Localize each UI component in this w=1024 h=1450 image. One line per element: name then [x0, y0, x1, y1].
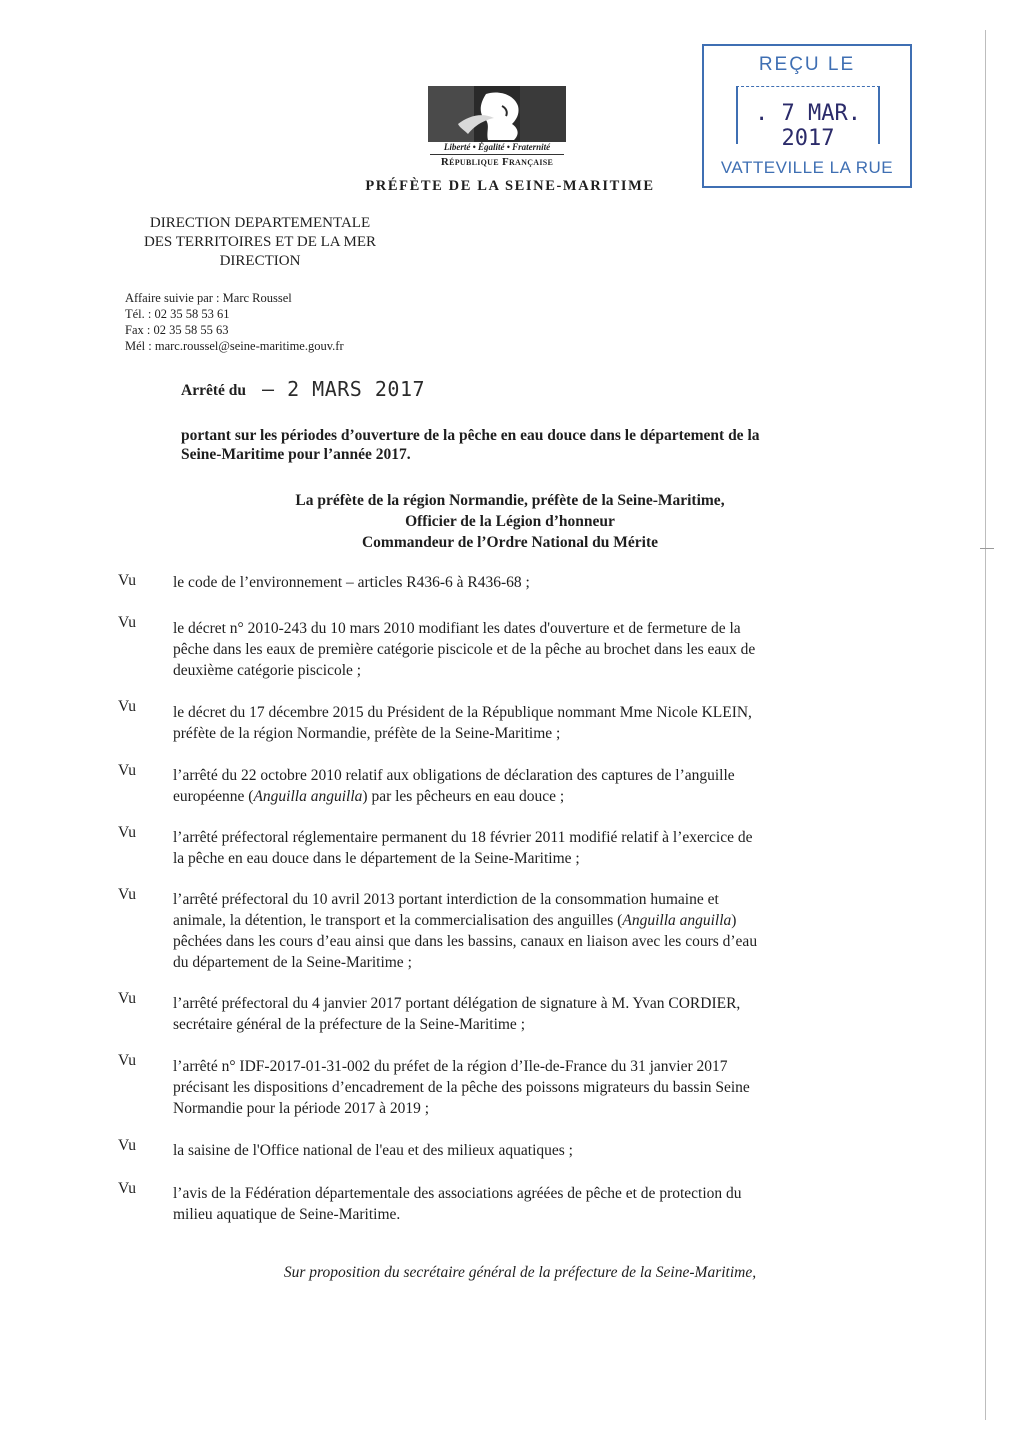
- vu-label: Vu: [118, 762, 137, 779]
- contact-tel: Tél. : 02 35 58 53 61: [125, 307, 230, 321]
- scan-edge-line: [985, 30, 986, 1420]
- motto-divider: [430, 154, 564, 155]
- vu-label: Vu: [118, 886, 137, 903]
- visa-item: [173, 702, 873, 744]
- subject-line: portant sur les périodes d’ouverture de la pêche en eau douce dans le département de la: [181, 427, 760, 444]
- visa-line: l’arrêté préfectoral réglementaire permanent du 18 février 2011 modifié relatif à l’exercice de: [173, 829, 753, 846]
- vu-label: Vu: [118, 824, 137, 841]
- arrete-label: Arrêté du: [181, 382, 246, 399]
- vu-label: Vu: [118, 1180, 137, 1197]
- contact-email: Mél : marc.roussel@seine-maritime.gouv.fr: [125, 339, 344, 353]
- visa-line: européenne (Anguilla anguilla) par les pêcheurs en eau douce ;: [173, 788, 565, 805]
- authority-line: La préfète de la région Normandie, préfète de la Seine-Maritime,: [295, 492, 725, 509]
- stamp-date: . 7 MAR. 2017: [755, 101, 861, 151]
- authority-line: Officier de la Légion d’honneur: [405, 513, 615, 530]
- direction-line: DIRECTION: [219, 253, 301, 269]
- visa-line: la saisine de l'Office national de l'eau et des milieux aquatiques ;: [173, 1142, 573, 1159]
- vu-label: Vu: [118, 614, 137, 631]
- visa-line: l’arrêté préfectoral du 10 avril 2013 portant interdiction de la consommation humaine et: [173, 891, 719, 908]
- authority-line: Commandeur de l’Ordre National du Mérite: [361, 534, 659, 551]
- received-stamp: [702, 44, 912, 188]
- contact-fax: Fax : 02 35 58 55 63: [125, 323, 229, 337]
- subject-line: Seine-Maritime pour l’année 2017.: [181, 446, 411, 463]
- visa-line: le code de l’environnement – articles R436-6 à R436-68 ;: [173, 574, 530, 591]
- visa-line: deuxième catégorie piscicole ;: [173, 662, 362, 679]
- scan-edge-tick: [980, 548, 994, 549]
- contact-affaire: Affaire suivie par : Marc Roussel: [125, 291, 292, 305]
- visa-line: le décret du 17 décembre 2015 du Président de la République nommant Mme Nicole KLEIN,: [173, 704, 752, 721]
- visa-item: [173, 572, 873, 593]
- prefecture-title: PRÉFÈTE DE LA SEINE-MARITIME: [365, 178, 655, 194]
- visa-item: [173, 618, 873, 681]
- stamp-title: REÇU LE: [758, 54, 856, 75]
- proposition-line: Sur proposition du secrétaire général de la préfecture de la Seine-Maritime,: [283, 1264, 757, 1281]
- visa-line: l’arrêté du 22 octobre 2010 relatif aux obligations de déclaration des captures de l’anguille: [173, 767, 735, 784]
- visa-item: [173, 1183, 873, 1225]
- arrete-date-stamp: – 2 MARS 2017: [262, 377, 426, 401]
- visa-line: l’arrêté préfectoral du 4 janvier 2017 portant délégation de signature à M. Yvan CORDIER,: [173, 995, 741, 1012]
- vu-label: Vu: [118, 990, 137, 1007]
- marianne-logo-icon: [428, 86, 566, 142]
- visa-line: Normandie pour la période 2017 à 2019 ;: [173, 1100, 430, 1117]
- visa-line: l’arrêté n° IDF-2017-01-31-002 du préfet de la région d’Ile-de-France du 31 janvier 2017: [173, 1058, 728, 1075]
- vu-label: Vu: [118, 1137, 137, 1154]
- vu-label: Vu: [118, 1052, 137, 1069]
- vu-label: Vu: [118, 698, 137, 715]
- republic-name: République Française: [440, 156, 554, 168]
- visa-line: secrétaire général de la préfecture de la Seine-Maritime ;: [173, 1016, 525, 1033]
- visa-item: [173, 765, 873, 807]
- visa-item: [173, 889, 873, 973]
- visa-line: milieu aquatique de Seine-Maritime.: [173, 1206, 401, 1223]
- contact-block: [125, 290, 445, 354]
- visa-line: le décret n° 2010-243 du 10 mars 2010 modifiant les dates d'ouverture et de fermeture de la: [173, 620, 741, 637]
- visa-line: du département de la Seine-Maritime ;: [173, 954, 412, 971]
- visa-line: animale, la détention, le transport et la commercialisation des anguilles (Anguilla anguilla): [173, 912, 737, 929]
- visa-line: pêche dans les eaux de première catégorie piscicole et de la pêche au brochet dans les eaux de: [173, 641, 756, 658]
- visa-item: [173, 827, 873, 869]
- visa-line: pêchées dans les cours d’eau ainsi que dans les bassins, canaux en liaison avec les cours d’eau: [173, 933, 758, 950]
- direction-line: DIRECTION DEPARTEMENTALE: [149, 215, 371, 231]
- arrete-subject: [181, 426, 861, 464]
- visa-item: [173, 993, 873, 1035]
- visa-line: l’avis de la Fédération départementale des associations agréées de pêche et de protection du: [173, 1185, 742, 1202]
- authority-block: [200, 490, 820, 553]
- stamp-place: VATTEVILLE LA RUE: [720, 158, 894, 177]
- stamp-date-box: [736, 86, 880, 151]
- republic-motto: Liberté • Égalité • Fraternité: [443, 142, 551, 152]
- visa-line: préfète de la région Normandie, préfète de la Seine-Maritime ;: [173, 725, 561, 742]
- visa-item: [173, 1140, 873, 1161]
- issuing-direction: [110, 214, 410, 271]
- visa-item: [173, 1056, 873, 1119]
- vu-label: Vu: [118, 572, 137, 589]
- visa-line: la pêche en eau douce dans le département de la Seine-Maritime ;: [173, 850, 580, 867]
- visa-line: précisant les dispositions d’encadrement de la pêche des poissons migrateurs du bassin Seine: [173, 1079, 750, 1096]
- direction-line: DES TERRITOIRES ET DE LA MER: [143, 234, 377, 250]
